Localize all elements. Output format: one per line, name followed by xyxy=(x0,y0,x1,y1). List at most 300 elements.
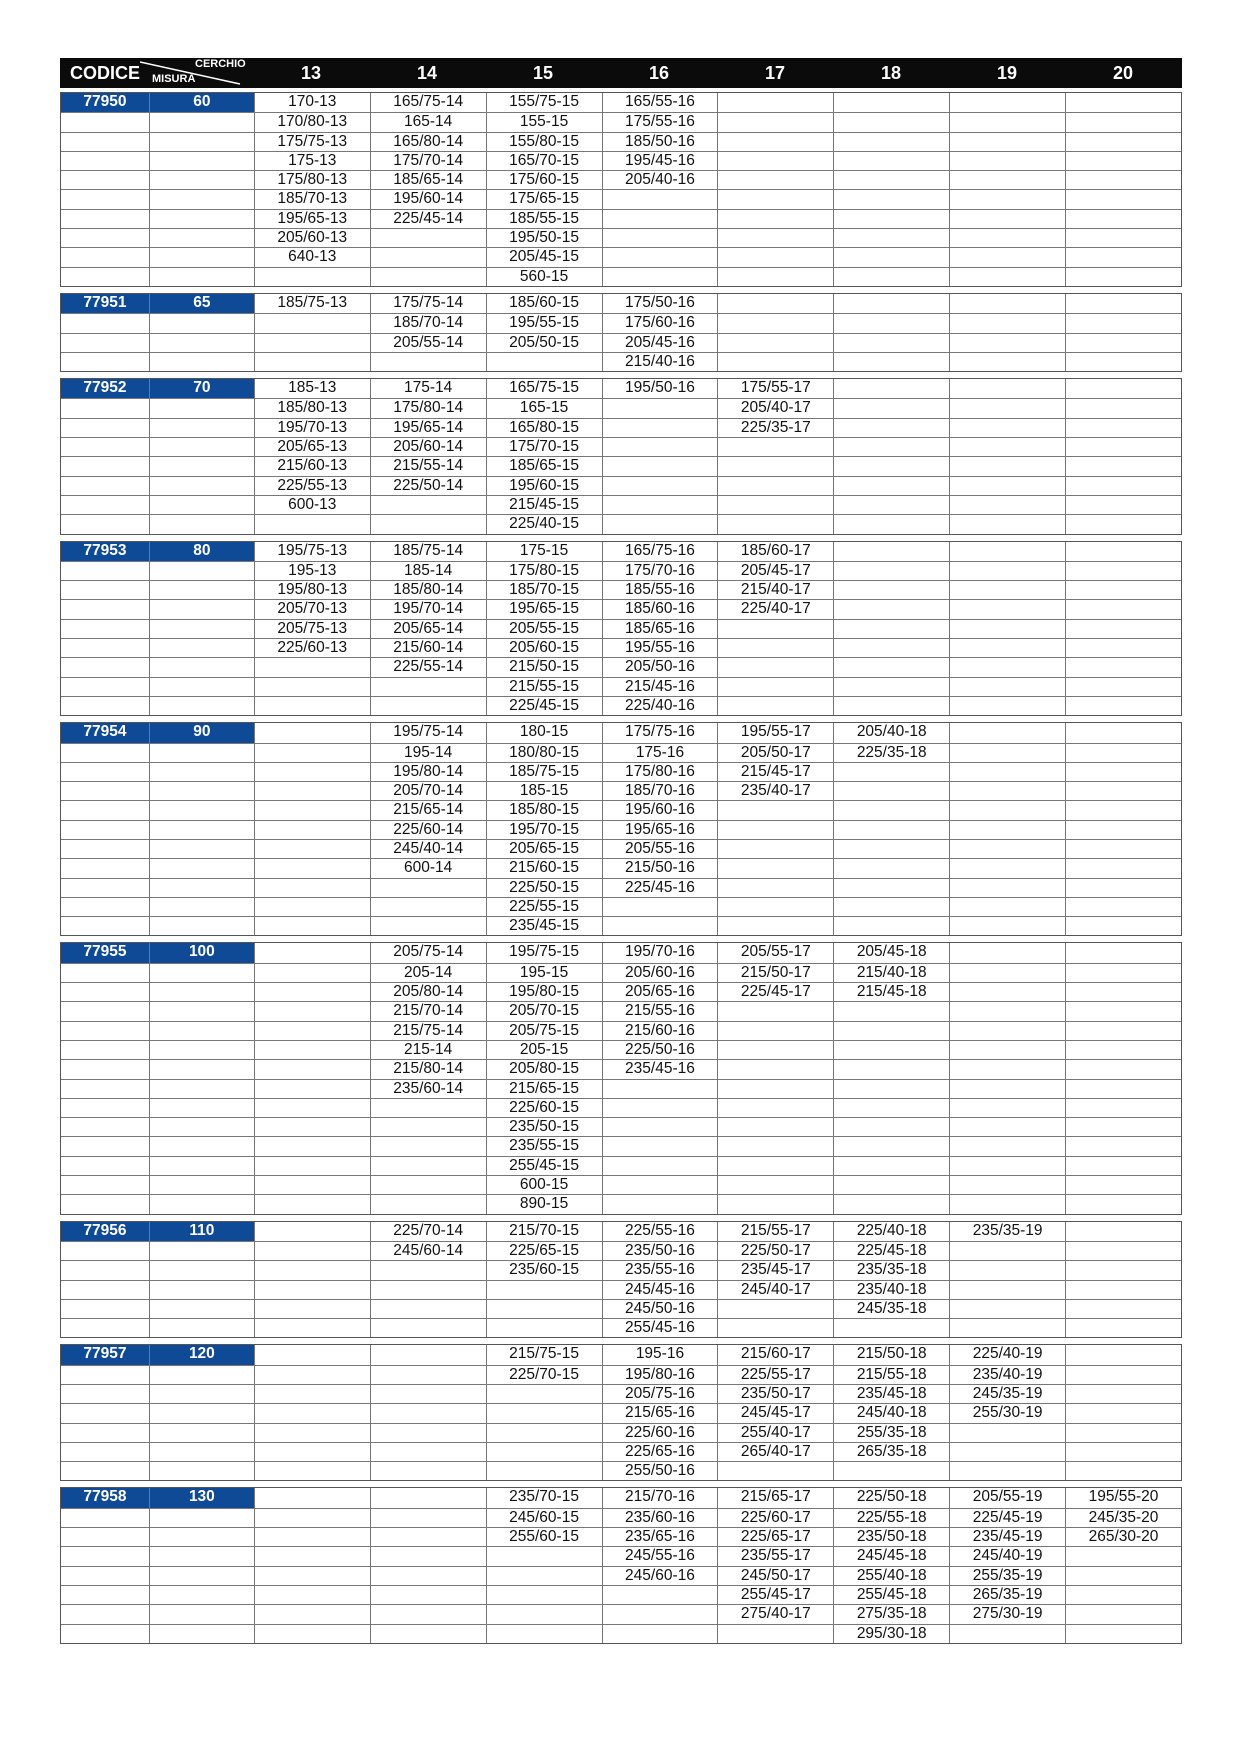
table-row xyxy=(61,1442,1181,1461)
tyre-size-cell: 205-15 xyxy=(486,1041,602,1059)
tyre-size-cell: 600-15 xyxy=(486,1176,602,1194)
tyre-size-cell xyxy=(370,248,486,266)
tyre-size-cell: 205/55-19 xyxy=(949,1488,1065,1507)
tyre-size-cell: 175/55-17 xyxy=(717,379,833,398)
tyre-size-cell: 600-13 xyxy=(254,496,370,514)
table-row xyxy=(61,1079,1181,1098)
tyre-size-cell xyxy=(254,1404,370,1422)
code-empty-cell xyxy=(61,1137,149,1155)
tyre-size-cell xyxy=(949,1443,1065,1461)
tyre-size-cell: 235/55-16 xyxy=(602,1261,718,1279)
tyre-size-cell xyxy=(833,229,949,247)
code-value: 77955 xyxy=(61,943,149,962)
tyre-size-cell xyxy=(254,1080,370,1098)
tyre-size-cell: 195/60-14 xyxy=(370,190,486,208)
tyre-size-cell xyxy=(717,1099,833,1117)
tyre-size-cell xyxy=(833,1041,949,1059)
tyre-size-cell: 165-15 xyxy=(486,399,602,417)
tyre-size-cell: 225/45-17 xyxy=(717,983,833,1001)
tyre-size-cell xyxy=(949,1060,1065,1078)
table-row xyxy=(61,1461,1181,1480)
tyre-size-cell xyxy=(833,581,949,599)
tyre-size-cell: 185-15 xyxy=(486,782,602,800)
table-row xyxy=(61,1488,1181,1507)
tyre-size-cell xyxy=(833,639,949,657)
tyre-size-cell: 215/55-15 xyxy=(486,678,602,696)
tyre-size-cell xyxy=(949,399,1065,417)
tyre-size-cell xyxy=(949,1281,1065,1299)
tyre-size-cell xyxy=(370,1404,486,1422)
tyre-size-cell: 185/80-14 xyxy=(370,581,486,599)
tyre-size-cell: 195-15 xyxy=(486,964,602,982)
tyre-size-cell: 185/70-16 xyxy=(602,782,718,800)
tyre-size-cell xyxy=(370,678,486,696)
tyre-size-cell xyxy=(949,1022,1065,1040)
tyre-size-cell: 255/45-18 xyxy=(833,1586,949,1604)
tyre-size-cell: 225/60-15 xyxy=(486,1099,602,1117)
table-row xyxy=(61,112,1181,131)
table-row xyxy=(61,1098,1181,1117)
tyre-size-cell xyxy=(370,1195,486,1213)
tyre-size-cell xyxy=(1065,496,1181,514)
code-empty-cell xyxy=(61,190,149,208)
tyre-size-cell xyxy=(486,1281,602,1299)
header-code-cell xyxy=(60,58,148,88)
tyre-size-cell: 185-13 xyxy=(254,379,370,398)
tyre-size-cell: 185/60-16 xyxy=(602,600,718,618)
table-row xyxy=(61,1546,1181,1565)
tyre-size-cell xyxy=(254,859,370,877)
tyre-size-cell xyxy=(254,314,370,332)
misura-empty-cell xyxy=(149,152,254,170)
tyre-size-cell: 185/70-15 xyxy=(486,581,602,599)
tyre-size-cell: 205/45-15 xyxy=(486,248,602,266)
table-row xyxy=(61,437,1181,456)
tyre-size-cell xyxy=(1065,1345,1181,1364)
tyre-size-cell: 225/40-16 xyxy=(602,697,718,715)
tyre-size-cell: 175/80-15 xyxy=(486,562,602,580)
misura-empty-cell xyxy=(149,334,254,352)
tyre-size-cell: 205/50-16 xyxy=(602,658,718,676)
tyre-size-cell xyxy=(1065,1118,1181,1136)
tyre-size-cell xyxy=(486,1385,602,1403)
tyre-size-cell: 245/50-17 xyxy=(717,1567,833,1585)
tyre-size-cell xyxy=(833,334,949,352)
tyre-size-cell: 245/40-19 xyxy=(949,1547,1065,1565)
code-empty-cell xyxy=(61,1176,149,1194)
tyre-size-cell: 225/55-18 xyxy=(833,1509,949,1527)
misura-empty-cell xyxy=(149,353,254,371)
code-empty-cell xyxy=(61,113,149,131)
tyre-size-cell xyxy=(717,658,833,676)
table-row xyxy=(61,1527,1181,1546)
tyre-size-cell: 255/45-16 xyxy=(602,1319,718,1337)
tyre-size-cell xyxy=(1065,1567,1181,1585)
tyre-size-cell: 245/60-14 xyxy=(370,1242,486,1260)
tyre-size-cell xyxy=(1065,334,1181,352)
code-empty-cell xyxy=(61,1195,149,1213)
tyre-size-cell xyxy=(833,801,949,819)
tyre-size-cell xyxy=(833,620,949,638)
tyre-size-cell xyxy=(949,1002,1065,1020)
tyre-size-cell xyxy=(370,1625,486,1643)
tyre-size-cell xyxy=(717,334,833,352)
misura-value: 90 xyxy=(149,723,254,742)
tyre-size-cell xyxy=(602,1137,718,1155)
tyre-size-cell xyxy=(833,457,949,475)
tyre-size-cell xyxy=(602,438,718,456)
tyre-size-cell: 255/35-19 xyxy=(949,1567,1065,1585)
tyre-size-cell: 165-14 xyxy=(370,113,486,131)
tyre-size-cell: 185/50-16 xyxy=(602,133,718,151)
table-row xyxy=(61,1194,1181,1213)
misura-empty-cell xyxy=(149,562,254,580)
tyre-size-cell xyxy=(717,353,833,371)
header-code-label: CODICE xyxy=(70,62,141,83)
tyre-size-cell xyxy=(833,1002,949,1020)
tyre-size-cell xyxy=(370,1385,486,1403)
tyre-size-cell xyxy=(1065,983,1181,1001)
code-empty-cell xyxy=(61,1242,149,1260)
tyre-size-cell: 245/45-18 xyxy=(833,1547,949,1565)
tyre-size-cell: 215/40-17 xyxy=(717,581,833,599)
tyre-size-cell xyxy=(949,93,1065,112)
tyre-size-cell xyxy=(717,1118,833,1136)
code-group-77955 xyxy=(60,942,1182,1214)
tyre-size-cell xyxy=(833,1118,949,1136)
table-row xyxy=(61,1059,1181,1078)
table-row xyxy=(61,228,1181,247)
tyre-size-cell xyxy=(1065,515,1181,533)
code-empty-cell xyxy=(61,1319,149,1337)
table-row xyxy=(61,638,1181,657)
tyre-size-cell xyxy=(833,917,949,935)
tyre-size-cell xyxy=(254,723,370,742)
tyre-size-cell xyxy=(254,678,370,696)
misura-empty-cell xyxy=(149,1261,254,1279)
tyre-size-cell: 225/60-16 xyxy=(602,1424,718,1442)
code-empty-cell xyxy=(61,859,149,877)
tyre-size-cell xyxy=(833,133,949,151)
tyre-size-cell: 155-15 xyxy=(486,113,602,131)
table-row xyxy=(61,333,1181,352)
table-row xyxy=(61,1175,1181,1194)
tyre-size-cell xyxy=(833,542,949,561)
tyre-size-cell: 215/45-16 xyxy=(602,678,718,696)
tyre-size-cell xyxy=(1065,1625,1181,1643)
tyre-size-cell xyxy=(254,1300,370,1318)
tyre-size-cell: 205/55-16 xyxy=(602,840,718,858)
tyre-size-cell: 245/40-17 xyxy=(717,1281,833,1299)
tyre-size-cell xyxy=(1065,763,1181,781)
header-rim-16: 16 xyxy=(648,62,670,83)
misura-empty-cell xyxy=(149,1319,254,1337)
code-empty-cell xyxy=(61,1157,149,1175)
code-empty-cell xyxy=(61,1528,149,1546)
tyre-size-cell xyxy=(602,1176,718,1194)
tyre-size-cell: 225/50-17 xyxy=(717,1242,833,1260)
tyre-size-cell xyxy=(1065,477,1181,495)
tyre-size-cell xyxy=(370,1586,486,1604)
code-empty-cell xyxy=(61,477,149,495)
tyre-size-cell xyxy=(717,917,833,935)
tyre-size-cell xyxy=(1065,1157,1181,1175)
code-empty-cell xyxy=(61,917,149,935)
misura-empty-cell xyxy=(149,697,254,715)
tyre-size-cell: 235/35-18 xyxy=(833,1261,949,1279)
code-empty-cell xyxy=(61,1041,149,1059)
misura-value: 60 xyxy=(149,93,254,112)
tyre-size-cell: 195/70-15 xyxy=(486,821,602,839)
misura-empty-cell xyxy=(149,477,254,495)
code-empty-cell xyxy=(61,782,149,800)
tyre-size-cell xyxy=(833,1319,949,1337)
tyre-size-cell: 195/80-16 xyxy=(602,1366,718,1384)
tyre-size-cell: 225/70-15 xyxy=(486,1366,602,1384)
tyre-size-cell: 245/35-20 xyxy=(1065,1509,1181,1527)
tyre-size-cell: 255/30-19 xyxy=(949,1404,1065,1422)
tyre-size-cell xyxy=(949,983,1065,1001)
code-empty-cell xyxy=(61,1080,149,1098)
tyre-size-cell: 215/50-18 xyxy=(833,1345,949,1364)
tyre-size-cell xyxy=(254,1002,370,1020)
tyre-size-cell: 225/65-17 xyxy=(717,1528,833,1546)
misura-empty-cell xyxy=(149,1605,254,1623)
tyre-size-cell xyxy=(949,542,1065,561)
table-row xyxy=(61,1624,1181,1643)
misura-empty-cell xyxy=(149,1547,254,1565)
tyre-size-cell: 165/55-16 xyxy=(602,93,718,112)
tyre-size-cell xyxy=(602,1586,718,1604)
tyre-size-cell: 215/75-15 xyxy=(486,1345,602,1364)
tyre-size-cell: 180-15 xyxy=(486,723,602,742)
tyre-size-cell xyxy=(949,477,1065,495)
header-rim-17: 17 xyxy=(764,62,786,83)
code-empty-cell xyxy=(61,600,149,618)
tyre-size-cell xyxy=(833,658,949,676)
tyre-size-cell xyxy=(833,1099,949,1117)
code-value: 77951 xyxy=(61,294,149,313)
tyre-size-cell: 195/55-15 xyxy=(486,314,602,332)
tyre-size-cell: 255/40-18 xyxy=(833,1567,949,1585)
table-row xyxy=(61,781,1181,800)
misura-empty-cell xyxy=(149,581,254,599)
tyre-size-cell: 235/40-17 xyxy=(717,782,833,800)
tyre-size-cell: 185/65-14 xyxy=(370,171,486,189)
code-empty-cell xyxy=(61,744,149,762)
tyre-size-cell xyxy=(254,1625,370,1643)
tyre-size-cell xyxy=(1065,152,1181,170)
table-row xyxy=(61,514,1181,533)
tyre-size-cell: 205-14 xyxy=(370,964,486,982)
tyre-size-cell xyxy=(717,268,833,286)
tyre-size-cell: 215/45-18 xyxy=(833,983,949,1001)
tyre-size-cell xyxy=(254,763,370,781)
tyre-size-cell xyxy=(1065,1041,1181,1059)
tyre-size-cell: 235/45-17 xyxy=(717,1261,833,1279)
tyre-size-cell xyxy=(833,93,949,112)
tyre-size-cell xyxy=(602,917,718,935)
table-row xyxy=(61,542,1181,561)
tyre-size-cell xyxy=(833,248,949,266)
tyre-size-cell xyxy=(949,1462,1065,1480)
tyre-size-cell: 195/60-16 xyxy=(602,801,718,819)
tyre-size-cell: 275/40-17 xyxy=(717,1605,833,1623)
tyre-size-cell: 215-14 xyxy=(370,1041,486,1059)
code-group-77956 xyxy=(60,1221,1182,1339)
tyre-size-cell: 265/35-19 xyxy=(949,1586,1065,1604)
tyre-size-cell xyxy=(833,379,949,398)
table-row xyxy=(61,619,1181,638)
misura-empty-cell xyxy=(149,133,254,151)
tyre-size-cell: 215/60-13 xyxy=(254,457,370,475)
tyre-size-cell xyxy=(949,171,1065,189)
table-body xyxy=(60,92,1182,1644)
tyre-size-cell xyxy=(602,496,718,514)
code-empty-cell xyxy=(61,964,149,982)
tyre-size-cell: 195/75-13 xyxy=(254,542,370,561)
tyre-size-cell xyxy=(949,457,1065,475)
table-row xyxy=(61,858,1181,877)
tyre-size-cell: 235/45-19 xyxy=(949,1528,1065,1546)
tyre-size-cell: 205/80-15 xyxy=(486,1060,602,1078)
tyre-size-cell xyxy=(949,438,1065,456)
tyre-size-cell xyxy=(1065,353,1181,371)
misura-empty-cell xyxy=(149,1462,254,1480)
tyre-size-cell: 255/45-15 xyxy=(486,1157,602,1175)
code-group-77958 xyxy=(60,1487,1182,1643)
tyre-size-cell xyxy=(254,1586,370,1604)
tyre-size-cell xyxy=(949,1137,1065,1155)
misura-value: 70 xyxy=(149,379,254,398)
tyre-size-cell xyxy=(1065,943,1181,962)
tyre-size-cell: 175/80-16 xyxy=(602,763,718,781)
table-row xyxy=(61,1566,1181,1585)
tyre-size-cell: 225/50-14 xyxy=(370,477,486,495)
tyre-size-cell xyxy=(254,801,370,819)
misura-empty-cell xyxy=(149,1099,254,1117)
tyre-size-cell: 225/40-15 xyxy=(486,515,602,533)
tyre-size-cell xyxy=(949,1261,1065,1279)
tyre-size-cell xyxy=(949,113,1065,131)
code-empty-cell xyxy=(61,697,149,715)
tyre-size-cell: 235/65-16 xyxy=(602,1528,718,1546)
tyre-size-cell xyxy=(370,1319,486,1337)
misura-empty-cell xyxy=(149,763,254,781)
tyre-size-cell: 195/80-15 xyxy=(486,983,602,1001)
tyre-size-cell: 245/40-18 xyxy=(833,1404,949,1422)
tyre-size-cell xyxy=(1065,210,1181,228)
code-empty-cell xyxy=(61,334,149,352)
tyre-size-cell: 170-13 xyxy=(254,93,370,112)
tyre-size-cell: 255/45-17 xyxy=(717,1586,833,1604)
tyre-size-cell xyxy=(949,268,1065,286)
tyre-size-cell xyxy=(949,600,1065,618)
table-row xyxy=(61,800,1181,819)
tyre-size-cell xyxy=(1065,840,1181,858)
code-empty-cell xyxy=(61,353,149,371)
code-value: 77950 xyxy=(61,93,149,112)
misura-empty-cell xyxy=(149,1157,254,1175)
table-row xyxy=(61,352,1181,371)
table-row xyxy=(61,916,1181,935)
tyre-size-cell xyxy=(254,983,370,1001)
tyre-size-cell xyxy=(1065,229,1181,247)
code-empty-cell xyxy=(61,1281,149,1299)
tyre-size-cell xyxy=(949,697,1065,715)
misura-empty-cell xyxy=(149,1022,254,1040)
tyre-size-cell xyxy=(486,1300,602,1318)
tyre-size-cell xyxy=(949,859,1065,877)
tyre-size-cell xyxy=(602,1605,718,1623)
table-row xyxy=(61,1222,1181,1241)
tyre-size-cell: 215/55-14 xyxy=(370,457,486,475)
misura-empty-cell xyxy=(149,1443,254,1461)
code-empty-cell xyxy=(61,419,149,437)
tyre-size-cell: 195-16 xyxy=(602,1345,718,1364)
tyre-size-cell xyxy=(1065,964,1181,982)
table-row xyxy=(61,1585,1181,1604)
misura-value: 130 xyxy=(149,1488,254,1507)
tyre-size-cell xyxy=(254,334,370,352)
tyre-size-cell xyxy=(1065,1385,1181,1403)
tyre-size-cell xyxy=(717,620,833,638)
tyre-size-cell: 245/60-16 xyxy=(602,1567,718,1585)
tyre-size-cell xyxy=(1065,1080,1181,1098)
tyre-size-cell xyxy=(833,1137,949,1155)
misura-empty-cell xyxy=(149,210,254,228)
misura-empty-cell xyxy=(149,1300,254,1318)
tyre-size-cell xyxy=(254,1547,370,1565)
table-row xyxy=(61,943,1181,962)
tyre-size-cell xyxy=(486,353,602,371)
misura-empty-cell xyxy=(149,658,254,676)
tyre-size-cell xyxy=(370,229,486,247)
code-empty-cell xyxy=(61,152,149,170)
tyre-size-cell: 205/60-16 xyxy=(602,964,718,982)
tyre-size-cell xyxy=(602,190,718,208)
tyre-size-cell xyxy=(1065,898,1181,916)
tyre-size-cell xyxy=(1065,1300,1181,1318)
misura-empty-cell xyxy=(149,229,254,247)
table-row xyxy=(61,982,1181,1001)
tyre-size-cell xyxy=(717,840,833,858)
tyre-size-cell xyxy=(833,268,949,286)
table-row xyxy=(61,1156,1181,1175)
misura-empty-cell xyxy=(149,1137,254,1155)
tyre-size-cell xyxy=(370,697,486,715)
tyre-size-cell: 155/75-15 xyxy=(486,93,602,112)
tyre-size-cell xyxy=(254,1605,370,1623)
table-row xyxy=(61,963,1181,982)
tyre-size-cell: 225/60-14 xyxy=(370,821,486,839)
tyre-size-cell xyxy=(602,210,718,228)
code-empty-cell xyxy=(61,496,149,514)
tyre-size-cell xyxy=(370,898,486,916)
tyre-size-cell: 600-14 xyxy=(370,859,486,877)
tyre-size-cell xyxy=(1065,801,1181,819)
tyre-size-cell xyxy=(254,1195,370,1213)
tyre-size-cell: 205/55-14 xyxy=(370,334,486,352)
tyre-size-cell xyxy=(717,1022,833,1040)
tyre-size-cell: 215/50-15 xyxy=(486,658,602,676)
table-row xyxy=(61,1508,1181,1527)
tyre-size-cell xyxy=(717,678,833,696)
tyre-size-cell xyxy=(370,1137,486,1155)
tyre-size-cell: 225/50-18 xyxy=(833,1488,949,1507)
code-empty-cell xyxy=(61,438,149,456)
tyre-size-cell xyxy=(833,314,949,332)
